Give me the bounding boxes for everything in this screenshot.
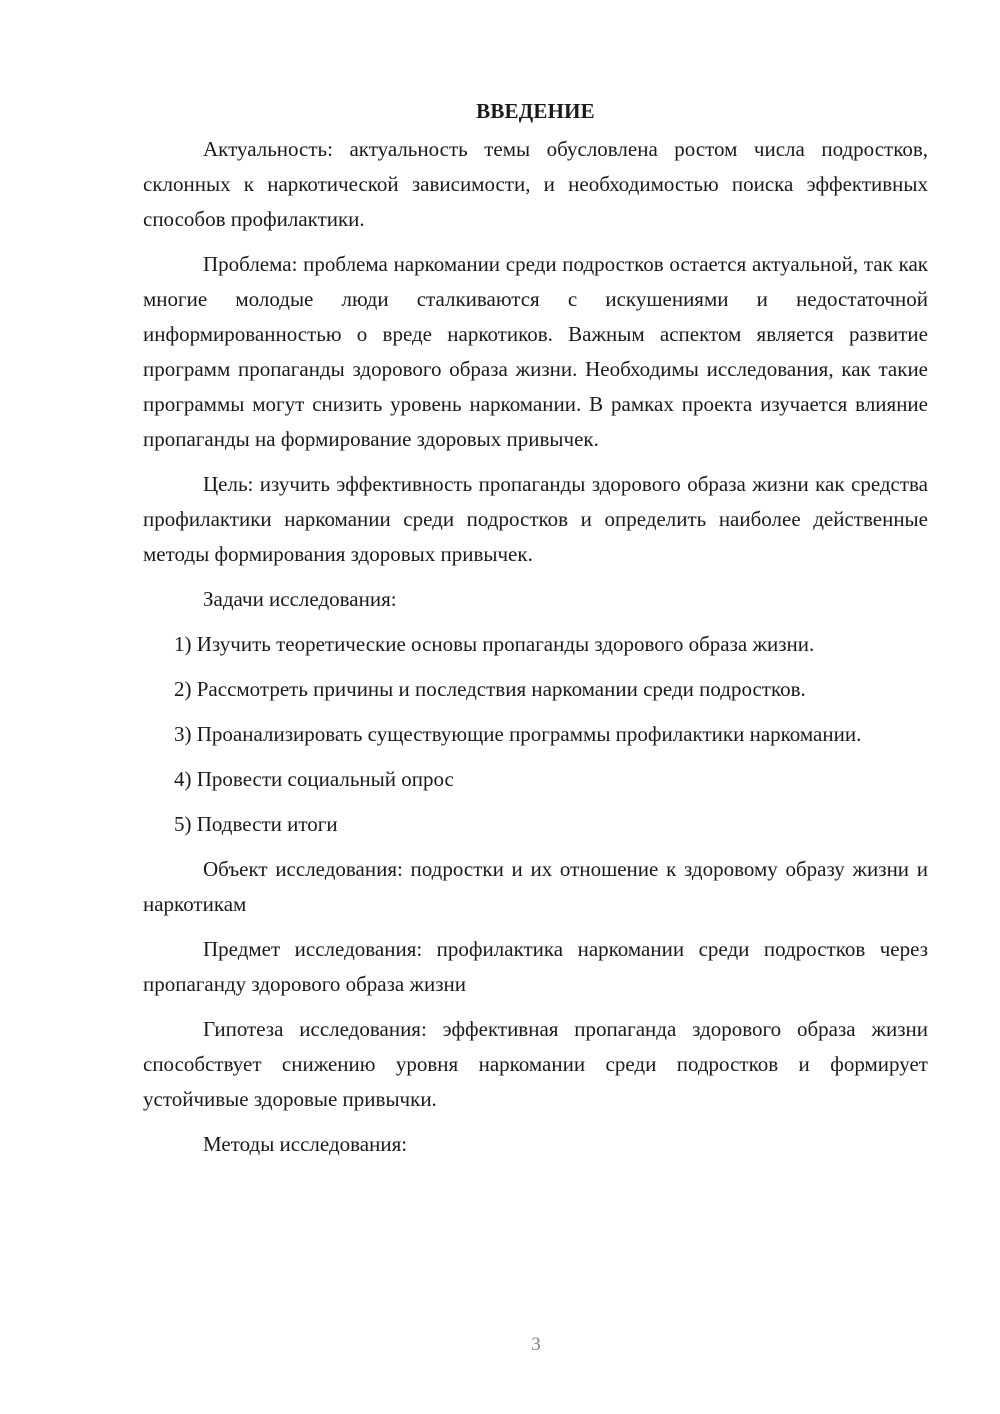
task-item-1: 1) Изучить теоретические основы пропаганды здорового образа жизни. (174, 632, 815, 656)
paragraph-tasks-title: Задачи исследования: (203, 587, 397, 611)
paragraph-goal: Цель: изучить эффективность пропаганды здорового образа жизни как средства профилактики наркомании среди подростков и определить наиболее действенные методы формирования здоровых привычек. (143, 472, 928, 566)
paragraph-methods: Методы исследования: (203, 1132, 408, 1156)
task-item-2: 2) Рассмотреть причины и последствия наркомании среди подростков. (174, 677, 806, 701)
paragraph-subject: Предмет исследования: профилактика наркомании среди подростков через пропаганду здорового образа жизни (143, 937, 928, 996)
page-content (143, 96, 928, 1162)
task-item-5: 5) Подвести итоги (174, 812, 338, 836)
paragraph-object: Объект исследования: подростки и их отношение к здоровому образу жизни и наркотикам (143, 857, 928, 916)
page-number: 3 (531, 1334, 541, 1355)
paragraph-relevance: Актуальность: актуальность темы обусловлена ростом числа подростков, склонных к наркотической зависимости, и необходимостью поиска эффективных способов профилактики. (143, 137, 928, 231)
task-item-4: 4) Провести социальный опрос (174, 767, 454, 791)
task-item-3: 3) Проанализировать существующие программы профилактики наркомании. (174, 722, 862, 746)
paragraph-problem: Проблема: проблема наркомании среди подростков остается актуальной, так как многие молодые люди сталкиваются с искушениями и недостаточной информированностью о вреде наркотиков. Важным аспектом является развитие программ пропаганды здорового образа жизни. Необходимы исследования, как такие программы могут снизить уровень наркомании. В рамках проекта изучается влияние пропаганды на формирование здоровых привычек. (143, 252, 928, 451)
paragraph-hypothesis: Гипотеза исследования: эффективная пропаганда здорового образа жизни способствует снижению уровня наркомании среди подростков и формирует устойчивые здоровые привычки. (143, 1017, 928, 1111)
section-heading: ВВЕДЕНИЕ (476, 99, 595, 123)
